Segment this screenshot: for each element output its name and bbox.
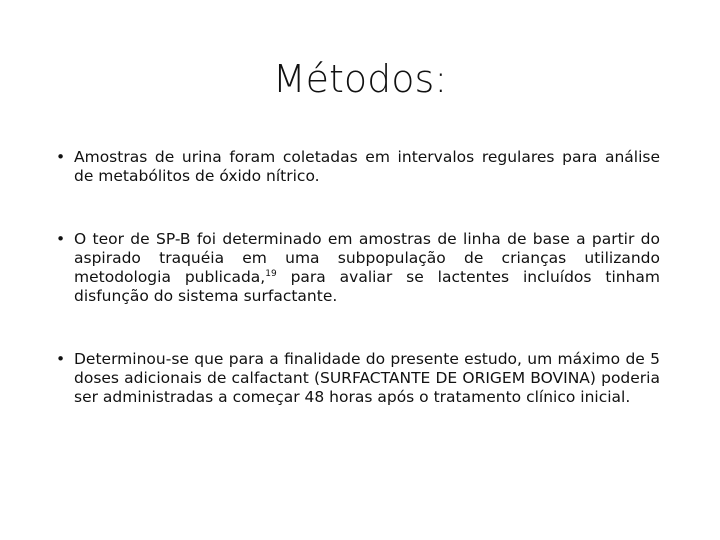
bullet-point-icon: •: [56, 148, 66, 166]
bullet-text-1: Amostras de urina foram coletadas em intervalos regulares para análise de metabólitos de óxido nítrico.: [74, 148, 660, 185]
citation-superscript: 19: [265, 268, 277, 279]
bullet-list: [56, 148, 660, 407]
bullet-point-icon: •: [56, 350, 66, 368]
bullet-item-2: [56, 230, 660, 306]
bullet-text-2-before: O teor de SP-B foi determinado em amostras de linha de base a partir do aspirado traquéia em uma subpopulação de crianças utilizando metodologia publicada,: [74, 230, 660, 286]
bullet-text-2-after: para avaliar se lactentes incluídos tinham disfunção do sistema surfactante.: [74, 268, 660, 305]
bullet-item-1: [56, 148, 660, 186]
bullet-text-3: Determinou-se que para a finalidade do presente estudo, um máximo de 5 doses adicionais de calfactant (SURFACTANTE DE ORIGEM BOVINA) poderia ser administradas a começar 48 horas após o tratamento clínico inicial.: [74, 350, 660, 406]
bullet-point-icon: •: [56, 230, 66, 248]
bullet-item-3: [56, 350, 660, 407]
slide-title: Métodos:: [272, 57, 448, 101]
